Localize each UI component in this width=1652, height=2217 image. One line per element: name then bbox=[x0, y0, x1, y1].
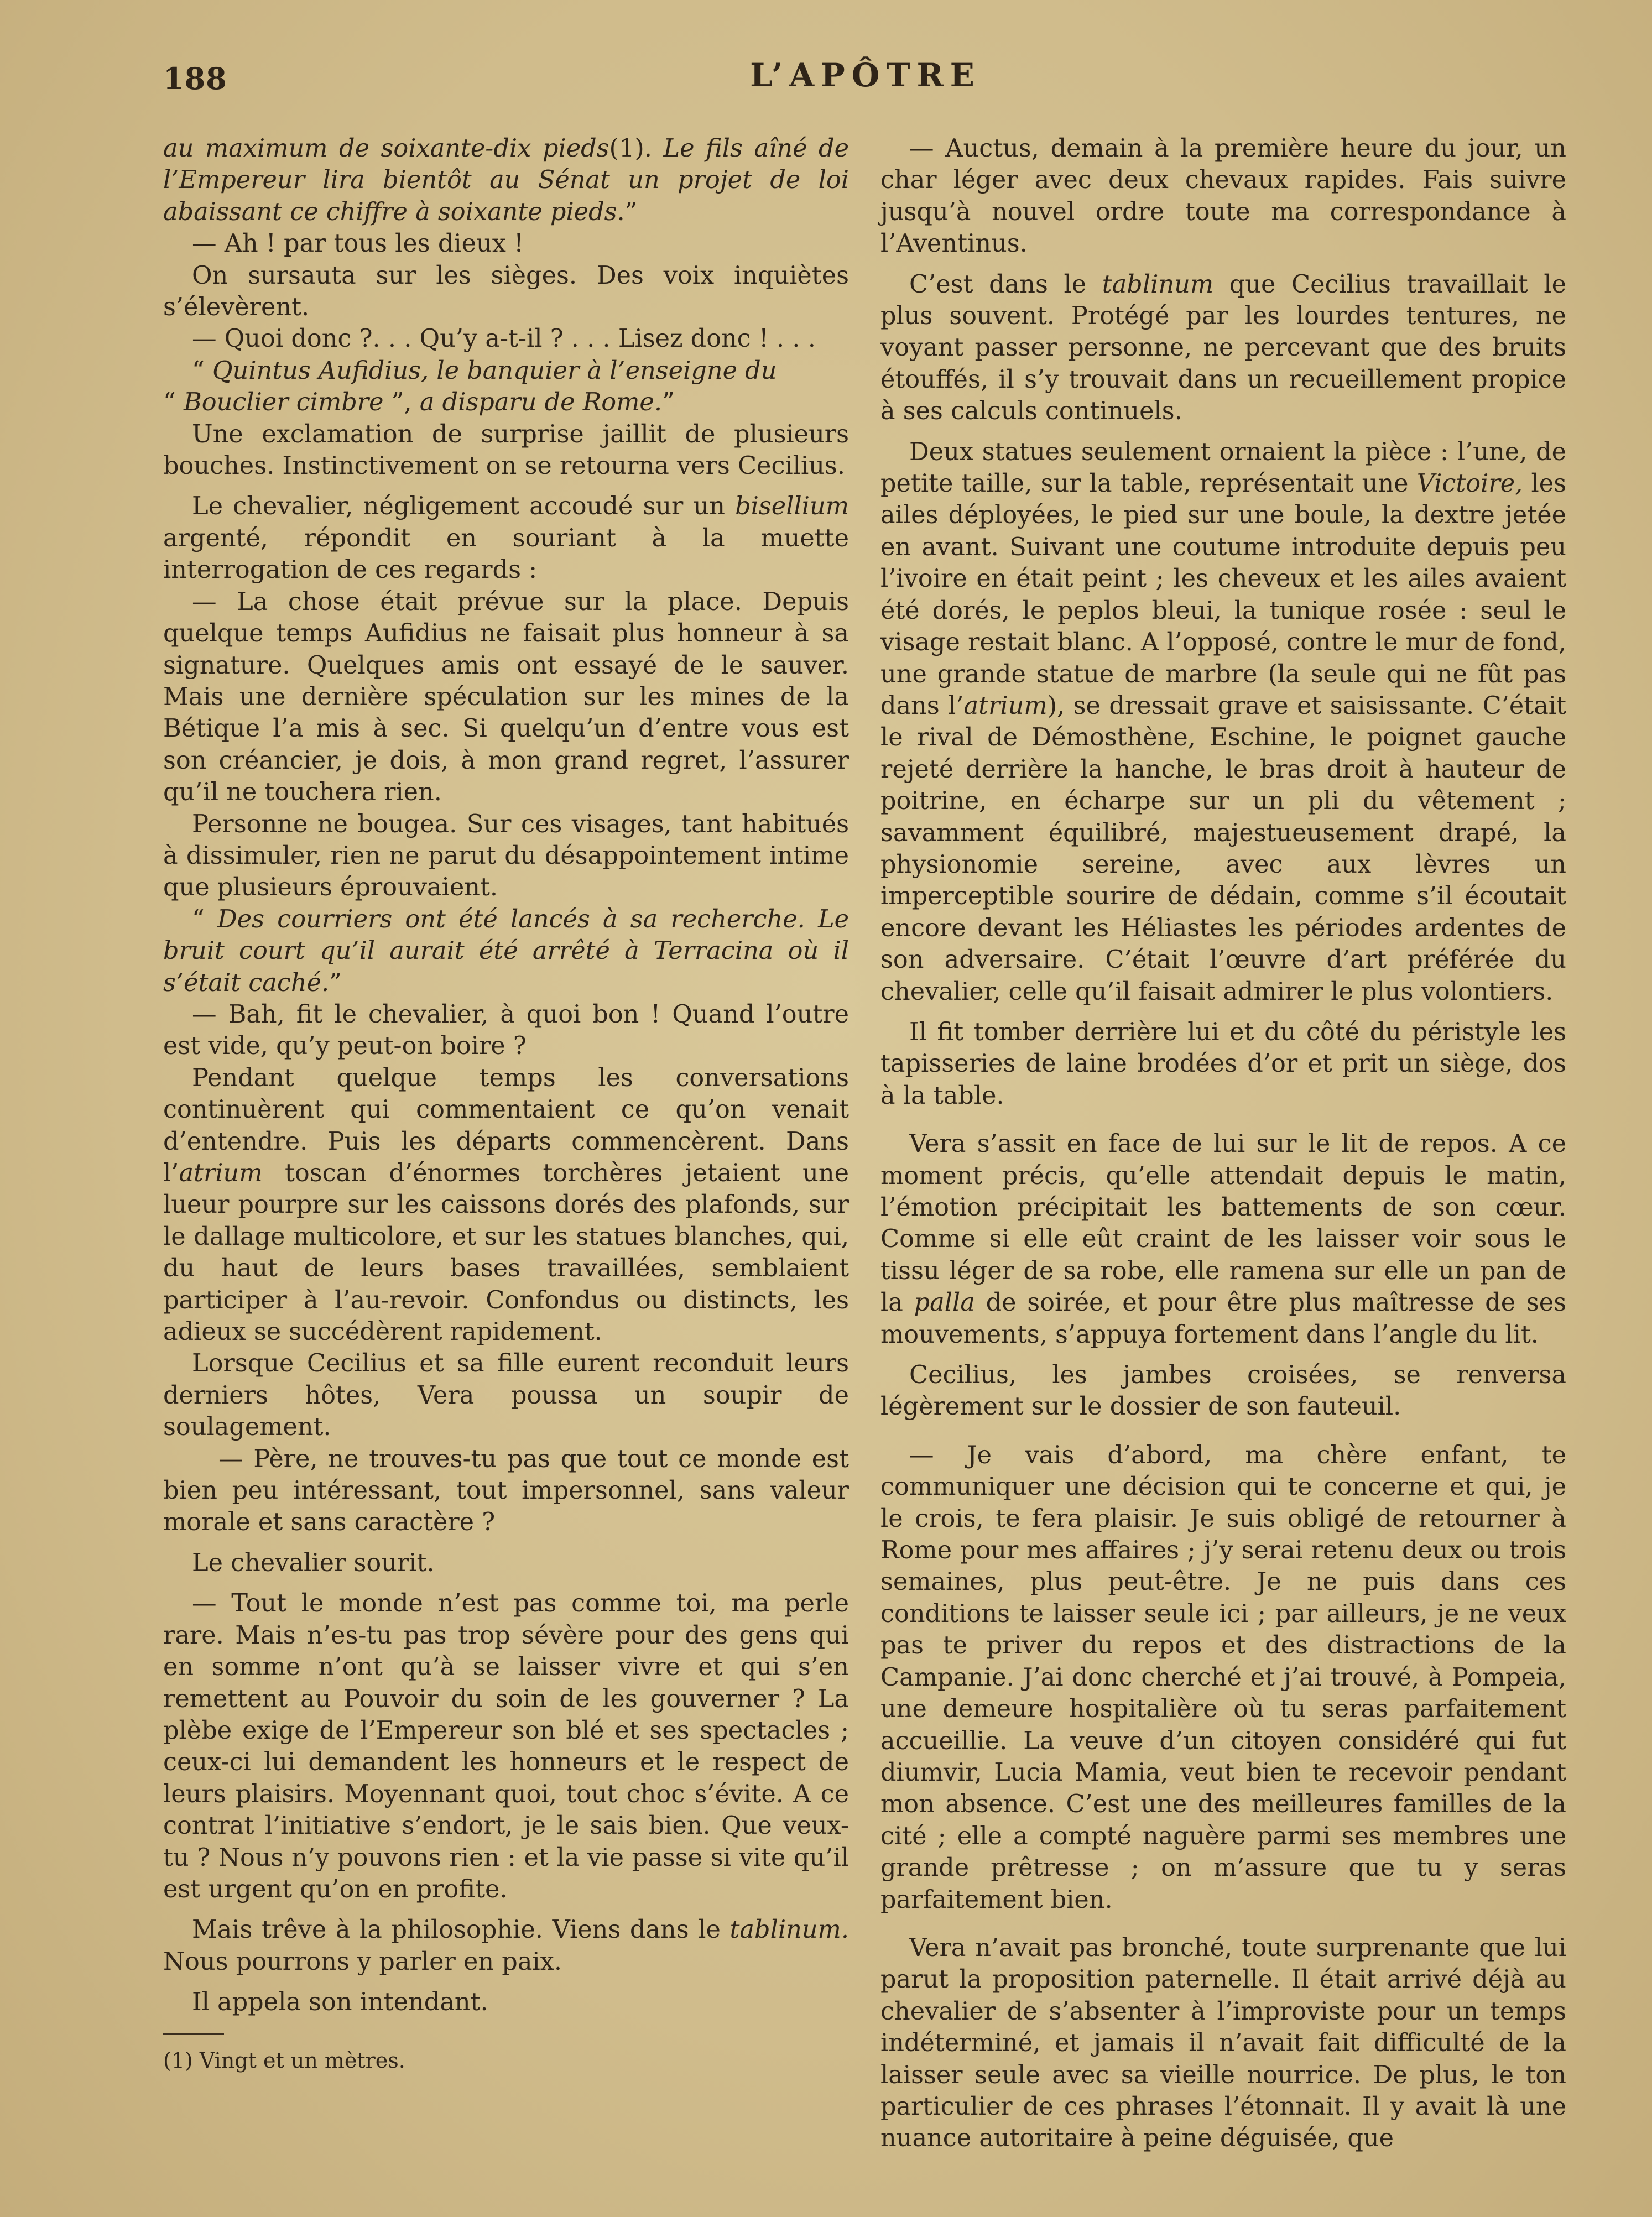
italic-text: Bouclier cimbre bbox=[183, 388, 384, 417]
text-run: Le chevalier, négligement accoudé sur un bbox=[192, 492, 736, 521]
footnote-rule bbox=[163, 2033, 224, 2035]
paragraph bbox=[880, 436, 1566, 1008]
italic-text: Victoire, bbox=[1416, 469, 1523, 498]
paragraph: — Je vais d’abord, ma chère enfant, te communiquer une décision qui te concerne et qui, je le crois, te fera plaisir. Je suis obligé de retourner à Rome pour mes affaires ; j’y serai retenu deux ou trois semaines, plus peut-être. Je ne puis dans ces conditions te laisser seule ici ; par ailleurs, je ne veux pas te priver du repos et des distractions de la Campanie. J’ai donc cherché et j’ai trouvé, à Pompeia, une demeure hospitalière où tu seras parfaitement accueillie. La veuve d’un citoyen considéré qui fut diumvir, Lucia Mamia, veut bien te recevoir pendant mon absence. C’est une des meilleures familles de la cité ; elle a compté naguère parmi ses membres une grande prêtresse ; on m’assure que tu y seras parfaitement bien. bbox=[880, 1440, 1566, 1914]
italic-text: Quintus Aufidius, le banquier à l’enseigne du bbox=[212, 356, 777, 385]
text-run: argenté, répondit en souriant à la muette interrogation de ces regards : bbox=[163, 523, 849, 585]
paragraph: — Tout le monde n’est pas comme toi, ma perle rare. Mais n’es-tu pas trop sévère pour des gens qui en somme n’ont qu’à se laisser vivre et qui s’en remettent au Pouvoir du soin de les gouverner ? La plèbe exige de l’Empereur son blé et ses spectacles ; ceux-ci lui demandent les honneurs et le respect de leurs plaisirs. Moyennant quoi, tout choc s’évite. A ce contrat l’initiative s’endort, je le sais bien. Que veux-tu ? Nous n’y pouvons rien : et la vie passe si vite qu’il est urgent qu’on en profite. bbox=[163, 1589, 849, 1903]
paragraph bbox=[880, 269, 1566, 427]
paragraph: Une exclamation de surprise jaillit de plusieurs bouches. Instinctivement on se retourna vers Cecilius. bbox=[163, 419, 849, 481]
text-run: de soirée, et pour être plus maîtresse de ses mouvements, s’appuya fortement dans l’angle du lit. bbox=[880, 1288, 1566, 1349]
paragraph: — Auctus, demain à la première heure du jour, un char léger avec deux chevaux rapides. Fais suivre jusqu’à nouvel ordre toute ma correspondance à l’Aventinus. bbox=[880, 134, 1566, 258]
paragraph: — Quoi donc ?. . . Qu’y a-t-il ? . . . Lisez donc ! . . . bbox=[192, 324, 816, 353]
text-run: Vera s’assit en face de lui sur le lit de repos. A ce moment précis, qu’elle attendait depuis le matin, l’émotion précipitait les battements de son cœur. Comme si elle eût craint de les laisser voir sous le tissu léger de sa robe, elle ramena sur elle un pan de la bbox=[880, 1129, 1566, 1317]
paragraph: Il appela son intendant. bbox=[192, 1988, 488, 2017]
paragraph: — Père, ne trouves-tu pas que tout ce monde est bien peu intéressant, tout impersonnel, sans valeur morale et sans caractère ? bbox=[163, 1444, 849, 1537]
paragraph: Cecilius, les jambes croisées, se renversa légèrement sur le dossier de son fauteuil. bbox=[880, 1360, 1566, 1421]
italic-text: palla bbox=[914, 1288, 975, 1317]
text-run: ), se dressait grave et saisissante. C’était le rival de Démosthène, Eschine, le poignet gauche rejeté derrière la hanche, le bras droit à hauteur de poitrine, en écharpe sur un pli du vêtement ; savamment équilibré, majestueusement drapé, la physionomie sereine, avec aux lèvres un imperceptible sourire de dédain, comme s’il écoutait encore devant les Héliastes les périodes ardentes de son adversaire. C’était l’œuvre d’art préférée du chevalier, celle qu’il faisait admirer le plus volontiers. bbox=[880, 691, 1566, 1006]
paragraph bbox=[163, 904, 849, 999]
italic-text: Le fils aîné de l’Empereur lira bientôt au Sénat un projet de loi abaissant ce chiffre à soixante pieds bbox=[163, 134, 849, 226]
text-run: Mais trêve à la philosophie. Viens dans le bbox=[192, 1915, 730, 1944]
italic-text: tablinum. bbox=[729, 1915, 849, 1944]
text-run: C’est dans le bbox=[909, 269, 1102, 299]
italic-text: atrium bbox=[963, 691, 1048, 720]
text-run: Pendant quelque temps les conversations continuèrent qui commentaient ce qu’on venait d’entendre. Puis les départs commencèrent. Dans l’ bbox=[163, 1063, 849, 1187]
text-run: .” bbox=[617, 197, 638, 226]
italic-text: tablinum bbox=[1102, 269, 1214, 299]
italic-text: Des courriers ont été lancés à sa recherche. Le bruit court qu’il aurait été arrêté à Terracina où il s’était caché. bbox=[163, 904, 849, 997]
text-run: ” bbox=[329, 968, 342, 997]
paragraph: Il fit tomber derrière lui et du côté du péristyle les tapisseries de laine brodées d’or et prit un siège, dos à la table. bbox=[880, 1017, 1566, 1110]
text-run: ” bbox=[662, 388, 675, 417]
page-number: 188 bbox=[163, 61, 227, 96]
text-run: que Cecilius travaillait le plus souvent. Protégé par les lourdes tentures, ne voyant passer personne, ne percevant que des bruits étouffés, il s’y trouvait dans un recueillement propice à ses calculs continuels. bbox=[880, 269, 1567, 426]
right-column bbox=[880, 133, 1566, 2155]
paragraph bbox=[163, 1062, 849, 1348]
text-run: toscan d’énormes torchères jetaient une lueur pourpre sur les caissons dorés des plafonds, sur le dallage multicolore, et sur les statues blanches, qui, du haut de leurs bases travaillées, semblaient participer à l’au-revoir. Confondus ou distincts, les adieux se succédèrent rapidement. bbox=[163, 1159, 849, 1347]
text-run: “ bbox=[192, 904, 217, 933]
italic-text: a disparu de Rome. bbox=[419, 388, 662, 417]
italic-text: au maximum de soixante-dix pieds bbox=[163, 134, 609, 163]
paragraph: — Ah ! par tous les dieux ! bbox=[192, 229, 524, 258]
footnote: (1) Vingt et un mètres. bbox=[163, 2048, 405, 2073]
paragraph: Le chevalier sourit. bbox=[192, 1548, 435, 1577]
italic-text: bisellium bbox=[735, 492, 849, 521]
italic-text: atrium bbox=[179, 1159, 263, 1187]
running-title: L’APÔTRE bbox=[750, 56, 981, 94]
paragraph: On sursauta sur les sièges. Des voix inquiètes s’élevèrent. bbox=[163, 260, 849, 322]
text-run: les ailes déployées, le pied sur une boule, la dextre jetée en avant. Suivant une coutume introduite depuis peu l’ivoire en était peint ; les cheveux et les ailes avaient été dorés, le peplos bleui, la tunique rosée : seul le visage restait blanc. A l’opposé, contre le mur de fond, une grande statue de marbre (la seule qui ne fût pas dans l’ bbox=[880, 469, 1566, 720]
paragraph: Vera n’avait pas bronché, toute surprenante que lui parut la proposition paternelle. Il était arrivé déjà au chevalier de s’absenter à l’improviste pour un temps indéterminé, et jamais il n’avait fait difficulté de la laisser seule avec sa vieille nourrice. De plus, le ton particulier de ces phrases l’étonnait. Il y avait là une nuance autoritaire à peine déguisée, que bbox=[880, 1933, 1566, 2153]
text-run: “ bbox=[163, 388, 184, 417]
paragraph bbox=[163, 491, 849, 586]
paragraph bbox=[163, 133, 849, 228]
paragraph bbox=[163, 1914, 849, 1978]
page-header bbox=[163, 55, 1568, 111]
paragraph: Lorsque Cecilius et sa fille eurent reconduit leurs derniers hôtes, Vera poussa un soupir de soulagement. bbox=[163, 1349, 849, 1442]
text-run: “ bbox=[192, 356, 212, 385]
text-run: Deux statues seulement ornaient la pièce : l’une, de petite taille, sur la table, représentait une bbox=[880, 437, 1566, 498]
text-run: ”, bbox=[383, 388, 420, 417]
paragraph bbox=[880, 1128, 1566, 1350]
paragraph bbox=[163, 355, 849, 419]
text-run: Nous pourrons y parler en paix. bbox=[163, 1947, 562, 1976]
paragraph: — Bah, fit le chevalier, à quoi bon ! Quand l’outre est vide, qu’y peut-on boire ? bbox=[163, 999, 849, 1061]
paragraph: — La chose était prévue sur la place. Depuis quelque temps Aufidius ne faisait plus honneur à sa signature. Quelques amis ont essayé de le sauver. Mais une dernière spéculation sur les mines de la Bétique l’a mis à sec. Si quelqu’un d’entre vous est son créancier, je dois, à mon grand regret, l’assurer qu’il ne touchera rien. bbox=[163, 587, 849, 807]
text-run: (1). bbox=[609, 134, 664, 163]
paragraph: Personne ne bougea. Sur ces visages, tant habitués à dissimuler, rien ne parut du désappointement intime que plusieurs éprouvaient. bbox=[163, 809, 849, 902]
left-column bbox=[163, 133, 849, 2074]
